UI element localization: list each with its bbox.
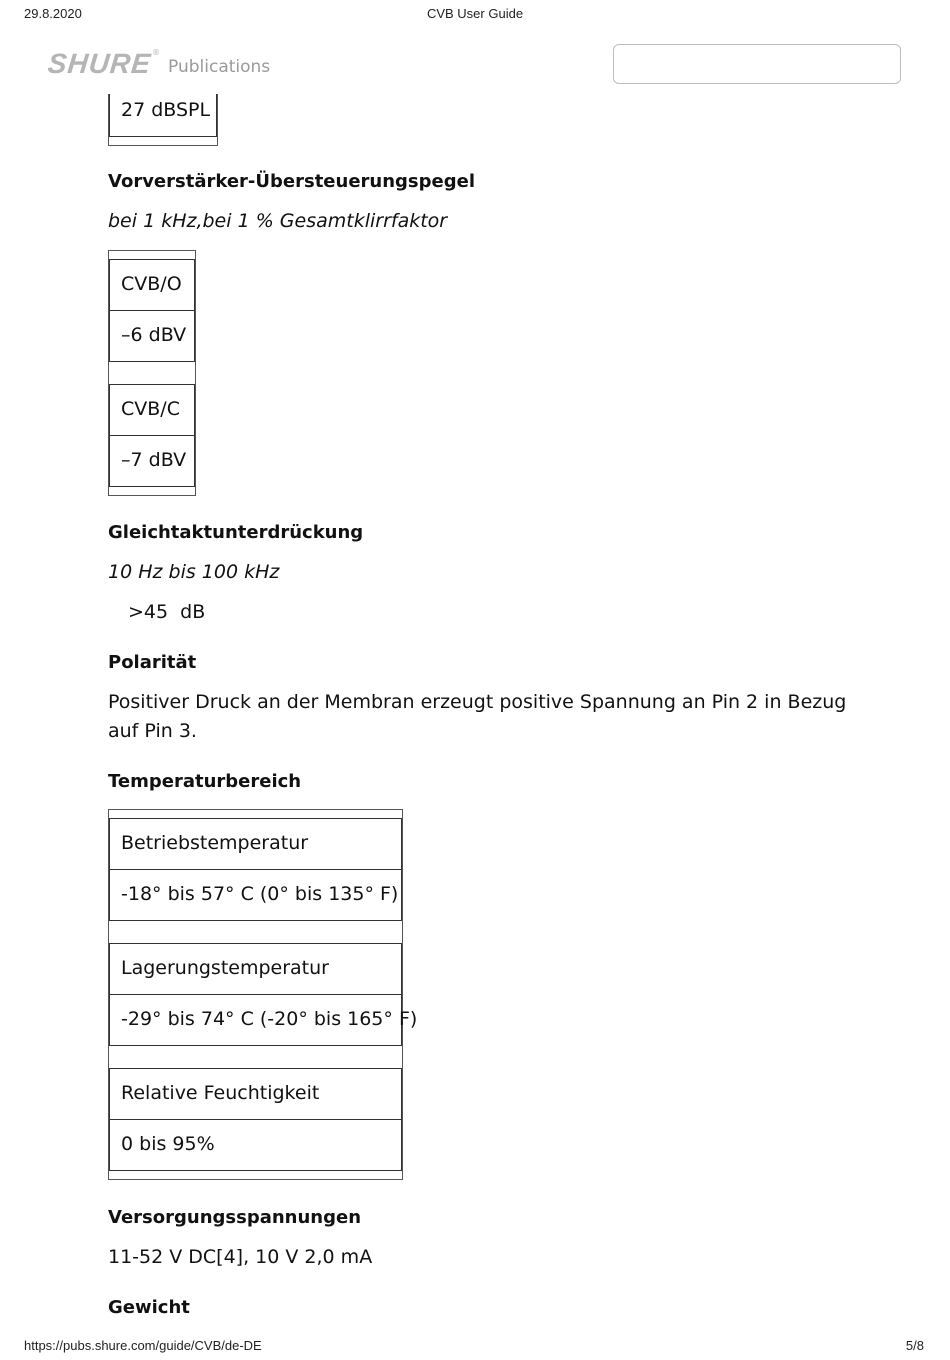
print-title: CVB User Guide (426, 6, 524, 21)
supply-text: 11-52 V DC[4], 10 V 2,0 mA (108, 1246, 373, 1268)
supply-heading: Versorgungsspannungen (108, 1207, 362, 1228)
temperature-value: 0 bis 95% (109, 1120, 402, 1171)
cmrr-value: >45 dB (128, 601, 206, 623)
polarity-text: Positiver Druck an der Membran erzeugt positive Spannung an Pin 2 in Bezug auf Pin 3. (108, 691, 847, 742)
sensitivity-table (108, 94, 218, 146)
temperature-value: -18° bis 57° C (0° bis 135° F) (109, 870, 402, 921)
overload-row (109, 259, 195, 362)
overload-label: CVB/O (109, 259, 195, 311)
registered-mark: ® (152, 48, 161, 57)
search-input[interactable] (613, 44, 901, 84)
overload-heading: Vorverstärker-Übersteuerungspegel (108, 171, 475, 192)
cmrr-heading: Gleichtaktunterdrückung (108, 522, 364, 543)
overload-value: –6 dBV (109, 311, 195, 362)
sensitivity-value: 27 dBSPL (109, 94, 217, 137)
temperature-heading: Temperaturbereich (108, 771, 302, 792)
overload-row (109, 384, 195, 487)
temperature-label: Lagerungstemperatur (109, 943, 402, 995)
print-header (0, 6, 950, 22)
temperature-row (109, 943, 418, 1046)
overload-value: –7 dBV (109, 436, 195, 487)
temperature-label: Relative Feuchtigkeit (109, 1068, 402, 1120)
overload-label: CVB/C (109, 384, 195, 436)
print-url: https://pubs.shure.com/guide/CVB/de-DE (24, 1338, 262, 1353)
temperature-label: Betriebstemperatur (109, 818, 402, 870)
cmrr-range: 10 Hz bis 100 kHz (108, 561, 280, 583)
polarity-heading: Polarität (108, 652, 197, 673)
shure-publications-logo[interactable] (48, 46, 270, 78)
temperature-row (109, 1068, 402, 1171)
shure-logo: SHURE (46, 48, 153, 79)
page-number: 5/8 (905, 1338, 924, 1353)
overload-condition: bei 1 kHz,bei 1 % Gesamtklirrfaktor (108, 210, 448, 232)
publications-label: Publications (168, 57, 271, 77)
temperature-row (109, 818, 402, 921)
temperature-table (108, 809, 418, 1180)
weight-heading: Gewicht (108, 1297, 190, 1318)
overload-table (108, 250, 196, 496)
print-date: 29.8.2020 (24, 6, 82, 21)
temperature-value: -29° bis 74° C (-20° bis 165° F) (109, 995, 402, 1046)
